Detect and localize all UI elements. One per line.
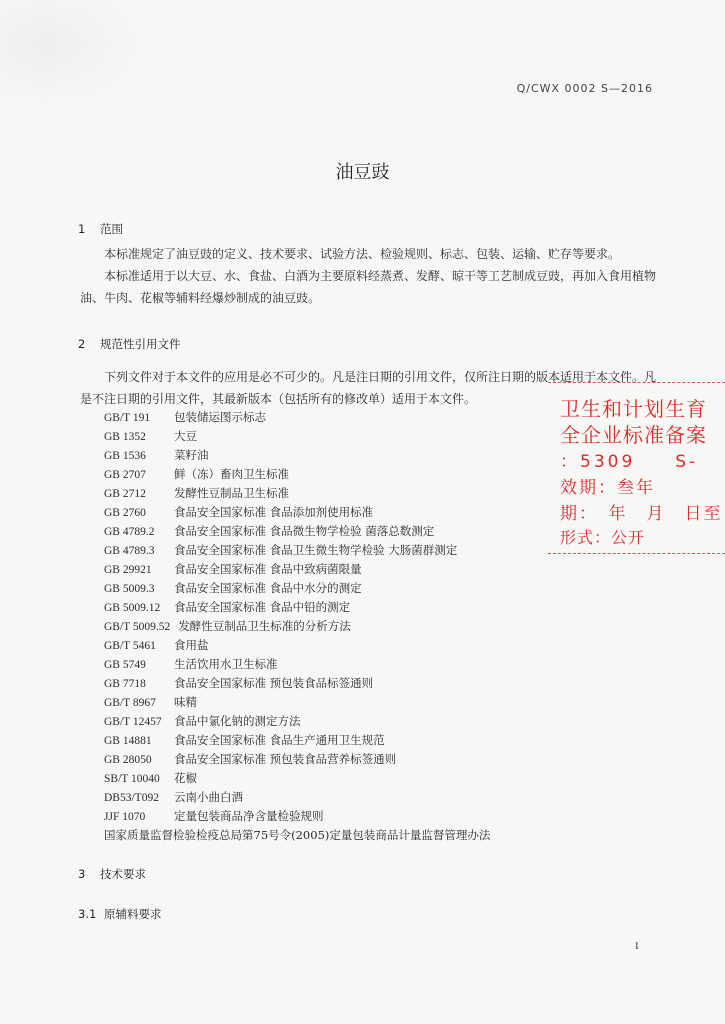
stamp-line: 效期：叁年 — [560, 478, 655, 498]
stamp-line: 卫生和计划生育 — [560, 397, 707, 421]
reference-title: 食品安全国家标准 食品中致病菌限量 — [174, 562, 362, 576]
reference-item — [104, 617, 490, 636]
reference-title: 食品中氯化钠的测定方法 — [174, 714, 301, 728]
reference-item — [104, 446, 490, 465]
reference-item — [104, 731, 490, 750]
reference-item — [104, 484, 490, 503]
reference-title: 花椒 — [174, 771, 197, 785]
scan-smudge — [0, 0, 150, 110]
section-number: 3.1 — [78, 907, 97, 921]
reference-item — [104, 807, 490, 826]
reference-code: GB/T 5009.52 — [104, 621, 171, 633]
document-code: Q/CWX 0002 S—2016 — [516, 82, 653, 95]
reference-item — [104, 560, 490, 579]
reference-title: 食品安全国家标准 食品卫生微生物学检验 大肠菌群测定 — [174, 543, 458, 557]
stamp-line: 全企业标准备案 — [560, 423, 707, 447]
reference-code: GB 2712 — [104, 488, 146, 500]
reference-item — [104, 712, 490, 731]
reference-item — [104, 674, 490, 693]
section-2-heading — [78, 336, 181, 352]
stamp-line: 期： 年 月 日至 — [560, 504, 723, 524]
stamp-line: ：5309 S- — [560, 452, 699, 472]
reference-item — [104, 769, 490, 788]
reference-title: 国家质量监督检验检疫总局第75号令(2005)定量包装商品计量监督管理办法 — [104, 828, 491, 842]
reference-code: GB 1536 — [104, 450, 146, 462]
reference-title: 食品安全国家标准 预包装食品标签通则 — [174, 676, 374, 690]
reference-item — [104, 541, 490, 560]
section-number: 1 — [78, 222, 86, 236]
section-title: 技术要求 — [100, 867, 146, 881]
reference-item — [104, 693, 490, 712]
reference-item — [104, 598, 490, 617]
normative-intro: 下列文件对于本文件的应用是必不可少的。凡是注日期的引用文件，仅所注日期的版本适用于本文件。凡是不注日期的引用文件，其最新版本（包括所有的修改单）适用于本文件。 — [80, 370, 657, 406]
section-number: 2 — [78, 337, 86, 351]
reference-code: GB 28050 — [104, 754, 152, 766]
reference-item — [104, 636, 490, 655]
reference-title: 食品安全国家标准 食品添加剂使用标准 — [174, 505, 374, 519]
reference-code: GB/T 5461 — [104, 640, 156, 652]
reference-item — [104, 655, 490, 674]
reference-title: 大豆 — [174, 429, 197, 443]
reference-code: DB53/T092 — [104, 792, 159, 804]
reference-code: GB/T 12457 — [104, 716, 162, 728]
reference-code: SB/T 10040 — [104, 773, 160, 785]
reference-item — [104, 579, 490, 598]
reference-code: JJF 1070 — [104, 811, 146, 823]
reference-item — [104, 427, 490, 446]
reference-title: 食品安全国家标准 食品中水分的测定 — [174, 581, 362, 595]
reference-item — [104, 788, 490, 807]
reference-title: 食品安全国家标准 食品生产通用卫生规范 — [174, 733, 385, 747]
reference-code: GB 4789.3 — [104, 545, 155, 557]
reference-item — [104, 503, 490, 522]
reference-code: GB 14881 — [104, 735, 152, 747]
reference-code: GB 1352 — [104, 431, 146, 443]
reference-list — [104, 408, 490, 845]
reference-title: 包装储运图示标志 — [174, 410, 266, 424]
reference-code: GB/T 8967 — [104, 697, 156, 709]
section-title: 原辅料要求 — [104, 907, 162, 921]
section-3-heading — [78, 866, 146, 882]
reference-item — [104, 750, 490, 769]
reference-title: 食品安全国家标准 食品中铅的测定 — [174, 600, 351, 614]
reference-title: 云南小曲白酒 — [174, 790, 243, 804]
reference-code: GB 2760 — [104, 507, 146, 519]
section-1-heading — [78, 221, 123, 237]
scope-paragraph-1: 本标准规定了油豆豉的定义、技术要求、试验方法、检验规则、标志、包装、运输、贮存等要求。 — [104, 247, 621, 261]
document-title: 油豆豉 — [335, 162, 390, 183]
reference-item — [104, 465, 490, 484]
reference-title: 食品安全国家标准 预包装食品营养标签通则 — [174, 752, 397, 766]
reference-title: 鲜（冻）畜肉卫生标准 — [174, 467, 289, 481]
reference-item — [104, 826, 490, 845]
reference-code: GB 5009.12 — [104, 602, 161, 614]
section-title: 范围 — [100, 222, 123, 236]
reference-item — [104, 522, 490, 541]
page-number: 1 — [634, 940, 640, 952]
reference-item — [104, 408, 490, 427]
reference-code: GB 5749 — [104, 659, 146, 671]
section-3-1-heading — [78, 906, 162, 922]
reference-code: GB 5009.3 — [104, 583, 155, 595]
reference-code: GB 29921 — [104, 564, 152, 576]
scope-paragraph-2: 本标准适用于以大豆、水、食盐、白酒为主要原料经蒸煮、发酵、晾干等工艺制成豆豉，再加入食用植物油、牛肉、花椒等辅料经爆炒制成的油豆豉。 — [80, 269, 657, 305]
reference-title: 食品安全国家标准 食品微生物学检验 菌落总数测定 — [174, 524, 435, 538]
reference-title: 味精 — [174, 695, 197, 709]
filing-stamp — [548, 382, 725, 554]
section-number: 3 — [78, 867, 86, 881]
reference-code: GB 2707 — [104, 469, 146, 481]
reference-title: 发酵性豆制品卫生标准的分析方法 — [178, 619, 351, 633]
reference-code: GB 7718 — [104, 678, 146, 690]
reference-title: 发酵性豆制品卫生标准 — [174, 486, 289, 500]
reference-code: GB 4789.2 — [104, 526, 155, 538]
reference-title: 菜籽油 — [174, 448, 209, 462]
reference-code: GB/T 191 — [104, 412, 151, 424]
section-title: 规范性引用文件 — [100, 337, 181, 351]
stamp-line: 形式：公开 — [560, 528, 646, 547]
reference-title: 生活饮用水卫生标准 — [174, 657, 278, 671]
reference-title: 食用盐 — [174, 638, 209, 652]
reference-title: 定量包装商品净含量检验规则 — [174, 809, 324, 823]
